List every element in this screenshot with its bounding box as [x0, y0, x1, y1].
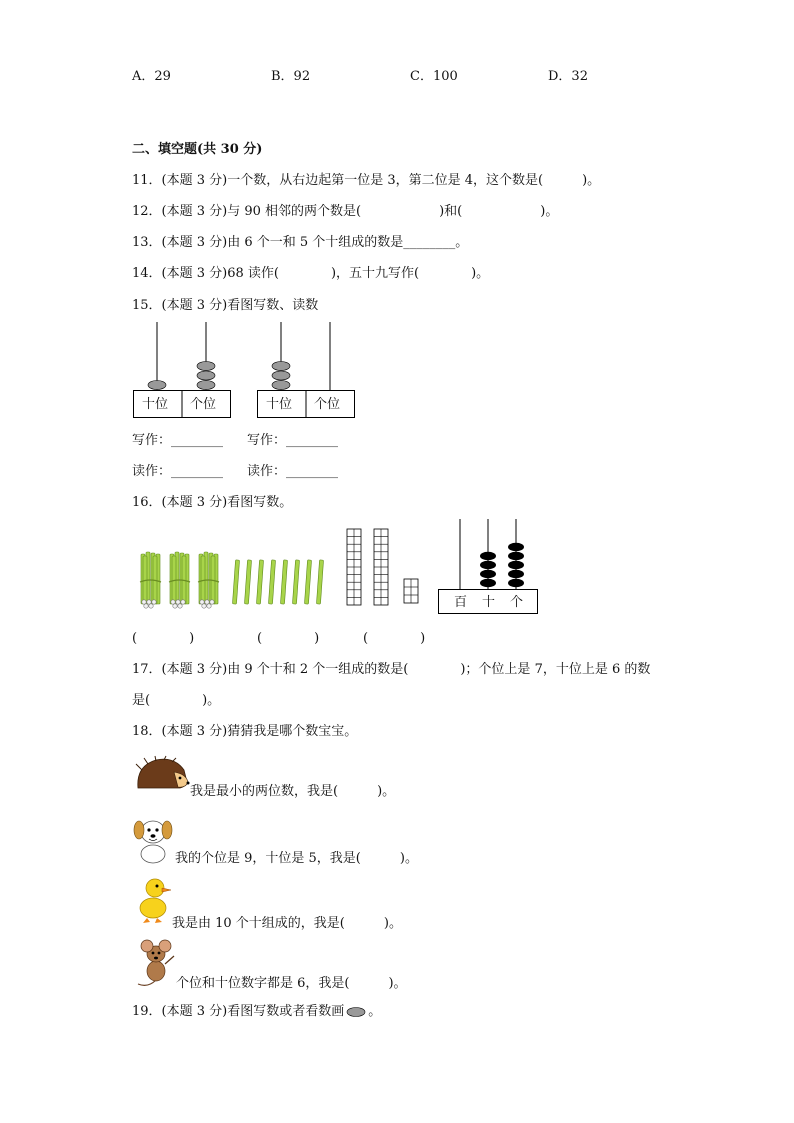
question-19-text: 19．(本题 3 分)看图写数或者看数画	[132, 1004, 345, 1019]
write-line-2: 写作：________	[247, 433, 339, 448]
section-title: 二、填空题(共 30 分)	[132, 142, 263, 157]
question-13: 13．(本题 3 分)由 6 个一和 5 个十组成的数是________。	[132, 235, 469, 250]
duckling-icon	[135, 874, 175, 924]
question-17-line-2: 是( )。	[132, 693, 221, 708]
riddle-4: 个位和十位数字都是 6，我是( )。	[176, 976, 407, 991]
riddle-2: 我的个位是 9，十位是 5，我是( )。	[175, 851, 418, 866]
abacus-tens-label: 十位	[266, 397, 293, 412]
abacus-ones-label: 个位	[190, 397, 217, 412]
question-11: 11．(本题 3 分)一个数，从右边起第一位是 3，第二位是 4，这个数是( )。	[132, 173, 601, 188]
riddle-3: 我是由 10 个十组成的，我是( )。	[172, 916, 402, 931]
mouse-icon	[134, 938, 178, 990]
choice-b: B．92	[271, 69, 311, 84]
abacus-bead	[480, 579, 496, 587]
abacus-bead	[197, 362, 215, 371]
write-line-1: 写作：________	[132, 433, 224, 448]
choice-a: A．29	[132, 69, 171, 84]
abacus-bead	[508, 561, 524, 569]
abacus-bead	[480, 570, 496, 578]
abacus-bead	[272, 362, 290, 371]
abacus-ones-label: 个	[510, 595, 524, 610]
choice-d: D．32	[548, 69, 588, 84]
abacus-bead	[508, 552, 524, 560]
abacus-bead	[508, 543, 524, 551]
sticks-bundles-image	[138, 548, 338, 612]
question-12: 12．(本题 3 分)与 90 相邻的两个数是( )和( )。	[132, 204, 559, 219]
abacus-bead	[480, 561, 496, 569]
read-line-2: 读作：________	[247, 464, 339, 479]
question-16: 16．(本题 3 分)看图写数。	[132, 495, 293, 510]
question-18: 18．(本题 3 分)猜猜我是哪个数宝宝。	[132, 724, 358, 739]
abacus-bead	[197, 381, 215, 390]
riddle-1: 我是最小的两位数，我是( )。	[190, 784, 396, 799]
abacus-hundreds-label: 百	[454, 595, 468, 610]
abacus-bead	[148, 381, 166, 390]
abacus-bead	[197, 371, 215, 380]
abacus-tens-label: 十	[482, 595, 496, 610]
abacus-bead	[508, 579, 524, 587]
question-17-line-1: 17．(本题 3 分)由 9 个十和 2 个一组成的数是( )；个位上是 7，十位上是 6 的数	[132, 662, 651, 677]
hedgehog-icon	[134, 756, 190, 796]
read-line-1: 读作：________	[132, 464, 224, 479]
choice-c: C．100	[410, 69, 458, 84]
answer-blank-1: ( )	[132, 631, 195, 646]
question-19-end: 。	[368, 1004, 382, 1019]
abacus-bead	[480, 552, 496, 560]
question-15: 15．(本题 3 分)看图写数、读数	[132, 298, 319, 313]
answer-blank-3: ( )	[363, 631, 426, 646]
question-19	[132, 1003, 381, 1021]
abacus-bead	[508, 570, 524, 578]
answer-blank-2: ( )	[257, 631, 320, 646]
abacus-tens-label: 十位	[142, 397, 169, 412]
abacus-bead	[272, 381, 290, 390]
bead-icon	[346, 1006, 366, 1018]
cubes-image	[345, 527, 425, 609]
abacus-ones-label: 个位	[314, 397, 341, 412]
puppy-icon	[132, 814, 174, 864]
question-14: 14．(本题 3 分)68 读作( )，五十九写作( )。	[132, 266, 490, 281]
abacus-bead	[272, 371, 290, 380]
